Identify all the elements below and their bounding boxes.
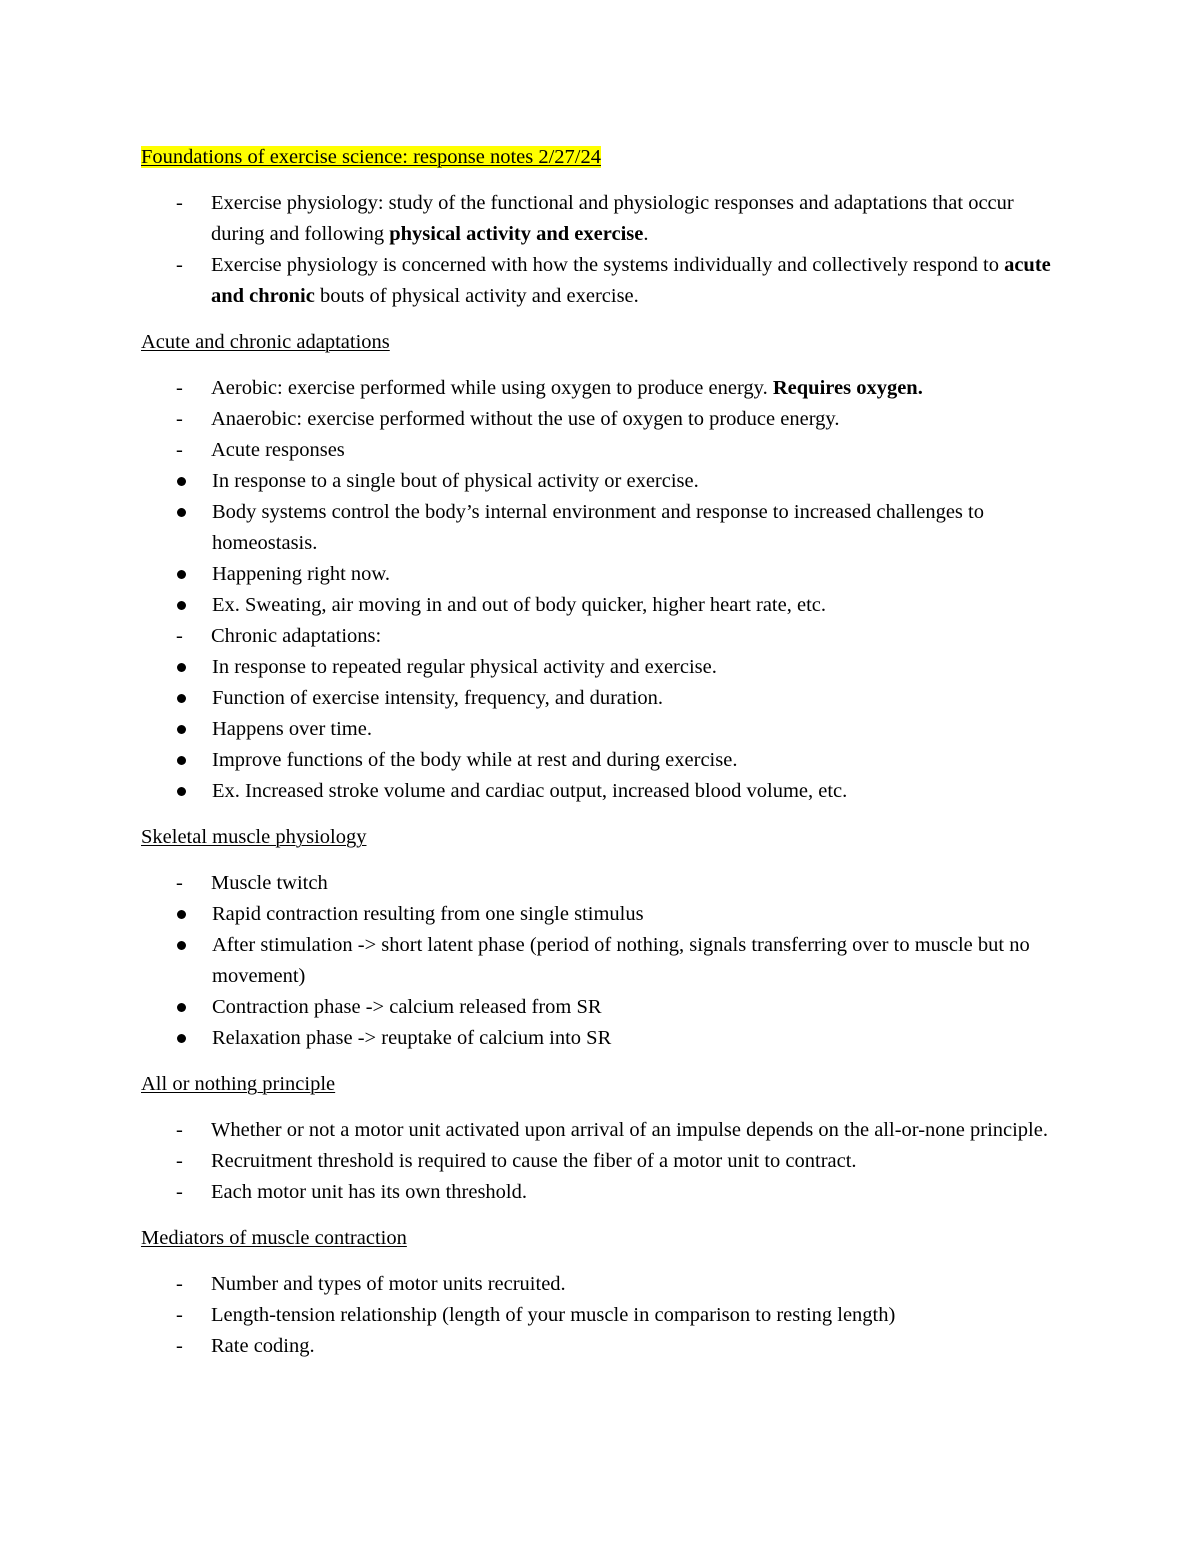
chronic-points [211,652,1061,807]
list-item [141,1300,1061,1331]
bullet-item [141,590,1061,621]
acute-points [211,466,1061,621]
dash-marker: - [176,1273,183,1295]
bullet-text: In response to repeated regular physical activity and exercise. [212,656,717,678]
list-item [141,1115,1061,1146]
dash-marker: - [176,254,183,276]
list-item [141,1146,1061,1177]
intro-item-1-end: . [643,223,649,245]
bullet-item [141,1023,1061,1054]
bullet-item [141,776,1061,807]
intro-item-1-text: Exercise physiology: study of the functional and physiologic responses and adaptations that occur during and following [211,192,1014,245]
title-highlight: Foundations of exercise science: response notes 2/27/24 [141,146,601,168]
all-or-nothing-item-text: Whether or not a motor unit activated upon arrival of an impulse depends on the all-or-none principle. [211,1119,1048,1141]
bullet-item [141,652,1061,683]
skeletal-list [141,868,1061,1054]
section-heading-skeletal: Skeletal muscle physiology [141,826,367,848]
bullet-text: Ex. Sweating, air moving in and out of body quicker, higher heart rate, etc. [212,594,826,616]
bullet-item [141,899,1061,930]
bullet-item [141,745,1061,776]
dash-marker: - [176,1181,183,1203]
bullet-dot [177,601,186,610]
list-item [141,188,1061,250]
acute-label: Acute responses [211,439,345,461]
section-heading-acute-chronic: Acute and chronic adaptations [141,331,390,353]
list-item [141,1269,1061,1300]
bullet-text: Ex. Increased stroke volume and cardiac output, increased blood volume, etc. [212,780,848,802]
intro-item-2-text: Exercise physiology is concerned with how the systems individually and collectively respond to [211,254,1005,276]
all-or-nothing-item-text: Recruitment threshold is required to cause the fiber of a motor unit to contract. [211,1150,857,1172]
document-content [141,142,1061,1362]
list-item [141,868,1061,1054]
intro-item-1-bold: physical activity and exercise [389,223,644,245]
bullet-dot [177,694,186,703]
bullet-dot [177,910,186,919]
mediators-list [141,1269,1061,1362]
bullet-dot [177,725,186,734]
bullet-dot [177,941,186,950]
bullet-text: Function of exercise intensity, frequency, and duration. [212,687,664,709]
dash-marker: - [176,408,183,430]
list-item [141,250,1061,312]
list-item [141,404,1061,435]
bullet-text: Happens over time. [212,718,372,740]
bullet-dot [177,477,186,486]
list-item [141,435,1061,621]
list-item [141,373,1061,404]
acute-chronic-list [141,373,1061,807]
anaerobic-text: Anaerobic: exercise performed without the use of oxygen to produce energy. [211,408,840,430]
document-title [141,142,1061,173]
bullet-dot [177,756,186,765]
dash-marker: - [176,1335,183,1357]
intro-list [141,188,1061,312]
intro-item-2-end: bouts of physical activity and exercise. [314,285,639,307]
bullet-text: Body systems control the body’s internal environment and response to increased challenges to homeostasis. [212,501,984,554]
bullet-text: Happening right now. [212,563,391,585]
section-heading-all-or-nothing: All or nothing principle [141,1073,336,1095]
chronic-label: Chronic adaptations: [211,625,382,647]
section-heading-mediators: Mediators of muscle contraction [141,1227,407,1249]
aerobic-text: Aerobic: exercise performed while using oxygen to produce energy. [211,377,773,399]
bullet-item [141,497,1061,559]
all-or-nothing-list [141,1115,1061,1208]
dash-marker: - [176,1119,183,1141]
aerobic-bold: Requires oxygen. [772,377,923,399]
mediators-item-text: Number and types of motor units recruited. [211,1273,566,1295]
bullet-dot [177,508,186,517]
bullet-dot [177,787,186,796]
list-item [141,621,1061,807]
bullet-text: Contraction phase -> calcium released from SR [212,996,602,1018]
bullet-item [141,466,1061,497]
twitch-label: Muscle twitch [211,872,328,894]
bullet-item [141,559,1061,590]
twitch-points [211,899,1061,1054]
dash-marker: - [176,625,183,647]
bullet-text: Rapid contraction resulting from one single stimulus [212,903,644,925]
bullet-dot [177,663,186,672]
bullet-item [141,930,1061,992]
list-item [141,1177,1061,1208]
all-or-nothing-item-text: Each motor unit has its own threshold. [211,1181,527,1203]
mediators-item-text: Rate coding. [211,1335,315,1357]
bullet-dot [177,1003,186,1012]
mediators-item-text: Length-tension relationship (length of your muscle in comparison to resting length) [211,1304,896,1326]
dash-marker: - [176,192,183,214]
bullet-dot [177,1034,186,1043]
list-item [141,1331,1061,1362]
dash-marker: - [176,1304,183,1326]
bullet-item [141,683,1061,714]
intro-item-2-bold: acute and chronic [211,254,1051,307]
bullet-dot [177,570,186,579]
bullet-text: In response to a single bout of physical activity or exercise. [212,470,699,492]
bullet-item [141,992,1061,1023]
dash-marker: - [176,377,183,399]
bullet-text: Improve functions of the body while at rest and during exercise. [212,749,738,771]
dash-marker: - [176,439,183,461]
dash-marker: - [176,872,183,894]
bullet-item [141,714,1061,745]
bullet-text: Relaxation phase -> reuptake of calcium into SR [212,1027,612,1049]
dash-marker: - [176,1150,183,1172]
bullet-text: After stimulation -> short latent phase (period of nothing, signals transferring over to muscle but no movement) [212,934,1030,987]
